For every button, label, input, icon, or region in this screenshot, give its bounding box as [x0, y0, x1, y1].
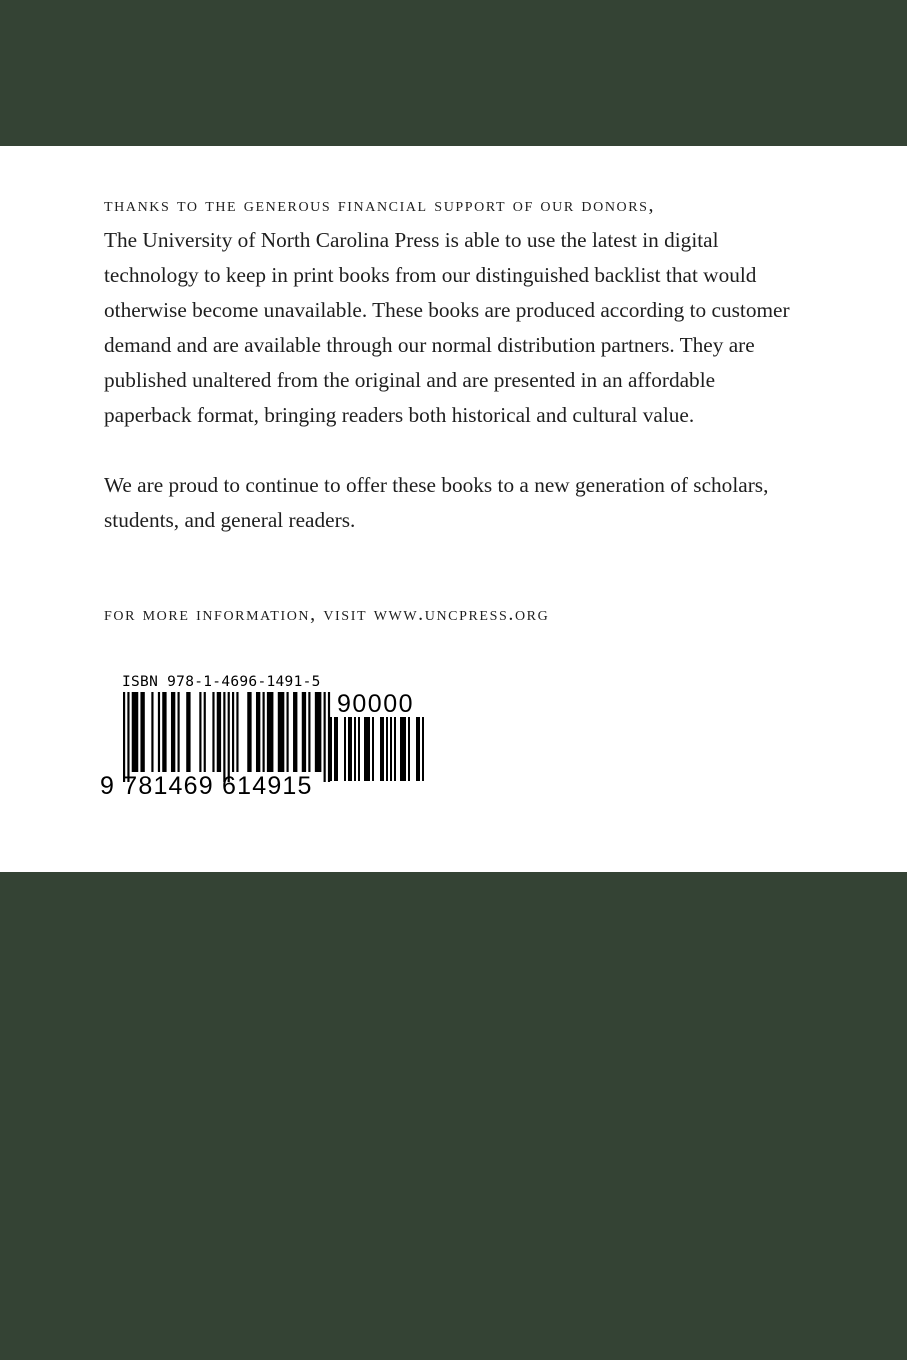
barcode-bar: [364, 717, 370, 781]
barcode-bar: [132, 692, 139, 772]
barcode-bar: [158, 692, 160, 772]
barcode-bar: [334, 717, 338, 781]
barcode-bar: [422, 717, 424, 781]
barcode-bar: [212, 692, 214, 772]
barcode-bar: [204, 692, 206, 772]
more-info-line: for more information, visit www.uncpress.org: [104, 603, 550, 625]
barcode-bar: [394, 717, 396, 781]
barcode-bar: [372, 717, 374, 781]
barcode-bar: [408, 717, 410, 781]
barcode-bar: [247, 692, 251, 772]
barcode-bar: [358, 717, 360, 781]
barcode-bar: [151, 692, 153, 772]
barcode-bar: [315, 692, 322, 772]
barcode-bar: [236, 692, 238, 772]
ean-digits: 9 781469 614915: [100, 772, 313, 800]
barcode-bar: [140, 692, 144, 772]
barcode-bar: [380, 717, 384, 781]
price-code: 90000: [337, 690, 415, 718]
barcode-bar: [232, 692, 234, 772]
barcode-bar: [386, 717, 388, 781]
barcode-bar: [302, 692, 306, 772]
barcode-bar: [171, 692, 175, 772]
intro-lead: thanks to the generous financial support of our donors,: [104, 194, 656, 216]
barcode-bar: [324, 692, 326, 782]
barcode-bar: [178, 692, 180, 772]
barcode-bar: [186, 692, 190, 772]
barcode-bar: [390, 717, 392, 781]
barcode-bar: [263, 692, 265, 772]
barcode-bar: [223, 692, 225, 782]
barcode-bar: [308, 692, 310, 772]
bottom-color-band: [0, 872, 907, 1360]
barcode-bar: [199, 692, 201, 772]
barcode-bar: [416, 717, 420, 781]
closing-paragraph: We are proud to continue to offer these books to a new generation of scholars, students, and general readers.: [104, 473, 769, 532]
barcode-bar: [293, 692, 297, 772]
isbn-barcode: [100, 672, 430, 802]
barcode-bar: [217, 692, 221, 772]
barcode-bar: [287, 692, 289, 772]
barcode-bar: [256, 692, 260, 772]
intro-body: The University of North Carolina Press is able to use the latest in digital technology to keep in print books from our distinguished backlist that would otherwise become unavailable. These books are produced according to customer demand and are available through our normal distribution partners. They are published unaltered from the original and are presented in an affordable paperback format, bringing readers both historical and cultural value.: [104, 228, 790, 427]
barcode-bar: [123, 692, 125, 782]
barcode-bar: [162, 692, 166, 772]
description-text: [104, 187, 804, 538]
barcode-bar: [228, 692, 230, 782]
barcode-bar: [328, 692, 330, 782]
price-addon-bars: [330, 717, 424, 781]
barcode-bar: [344, 717, 346, 781]
intro-paragraph: [104, 187, 804, 433]
barcode-bar: [348, 717, 352, 781]
top-color-band: [0, 0, 907, 146]
isbn-label: ISBN 978-1-4696-1491-5: [122, 674, 321, 690]
barcode-bar: [127, 692, 129, 782]
white-text-panel: [0, 146, 907, 872]
barcode-bar: [267, 692, 274, 772]
barcode-bar: [330, 717, 332, 781]
barcode-bar: [400, 717, 406, 781]
barcode-bar: [278, 692, 285, 772]
ean13-bars: [123, 692, 330, 782]
barcode-bar: [354, 717, 356, 781]
